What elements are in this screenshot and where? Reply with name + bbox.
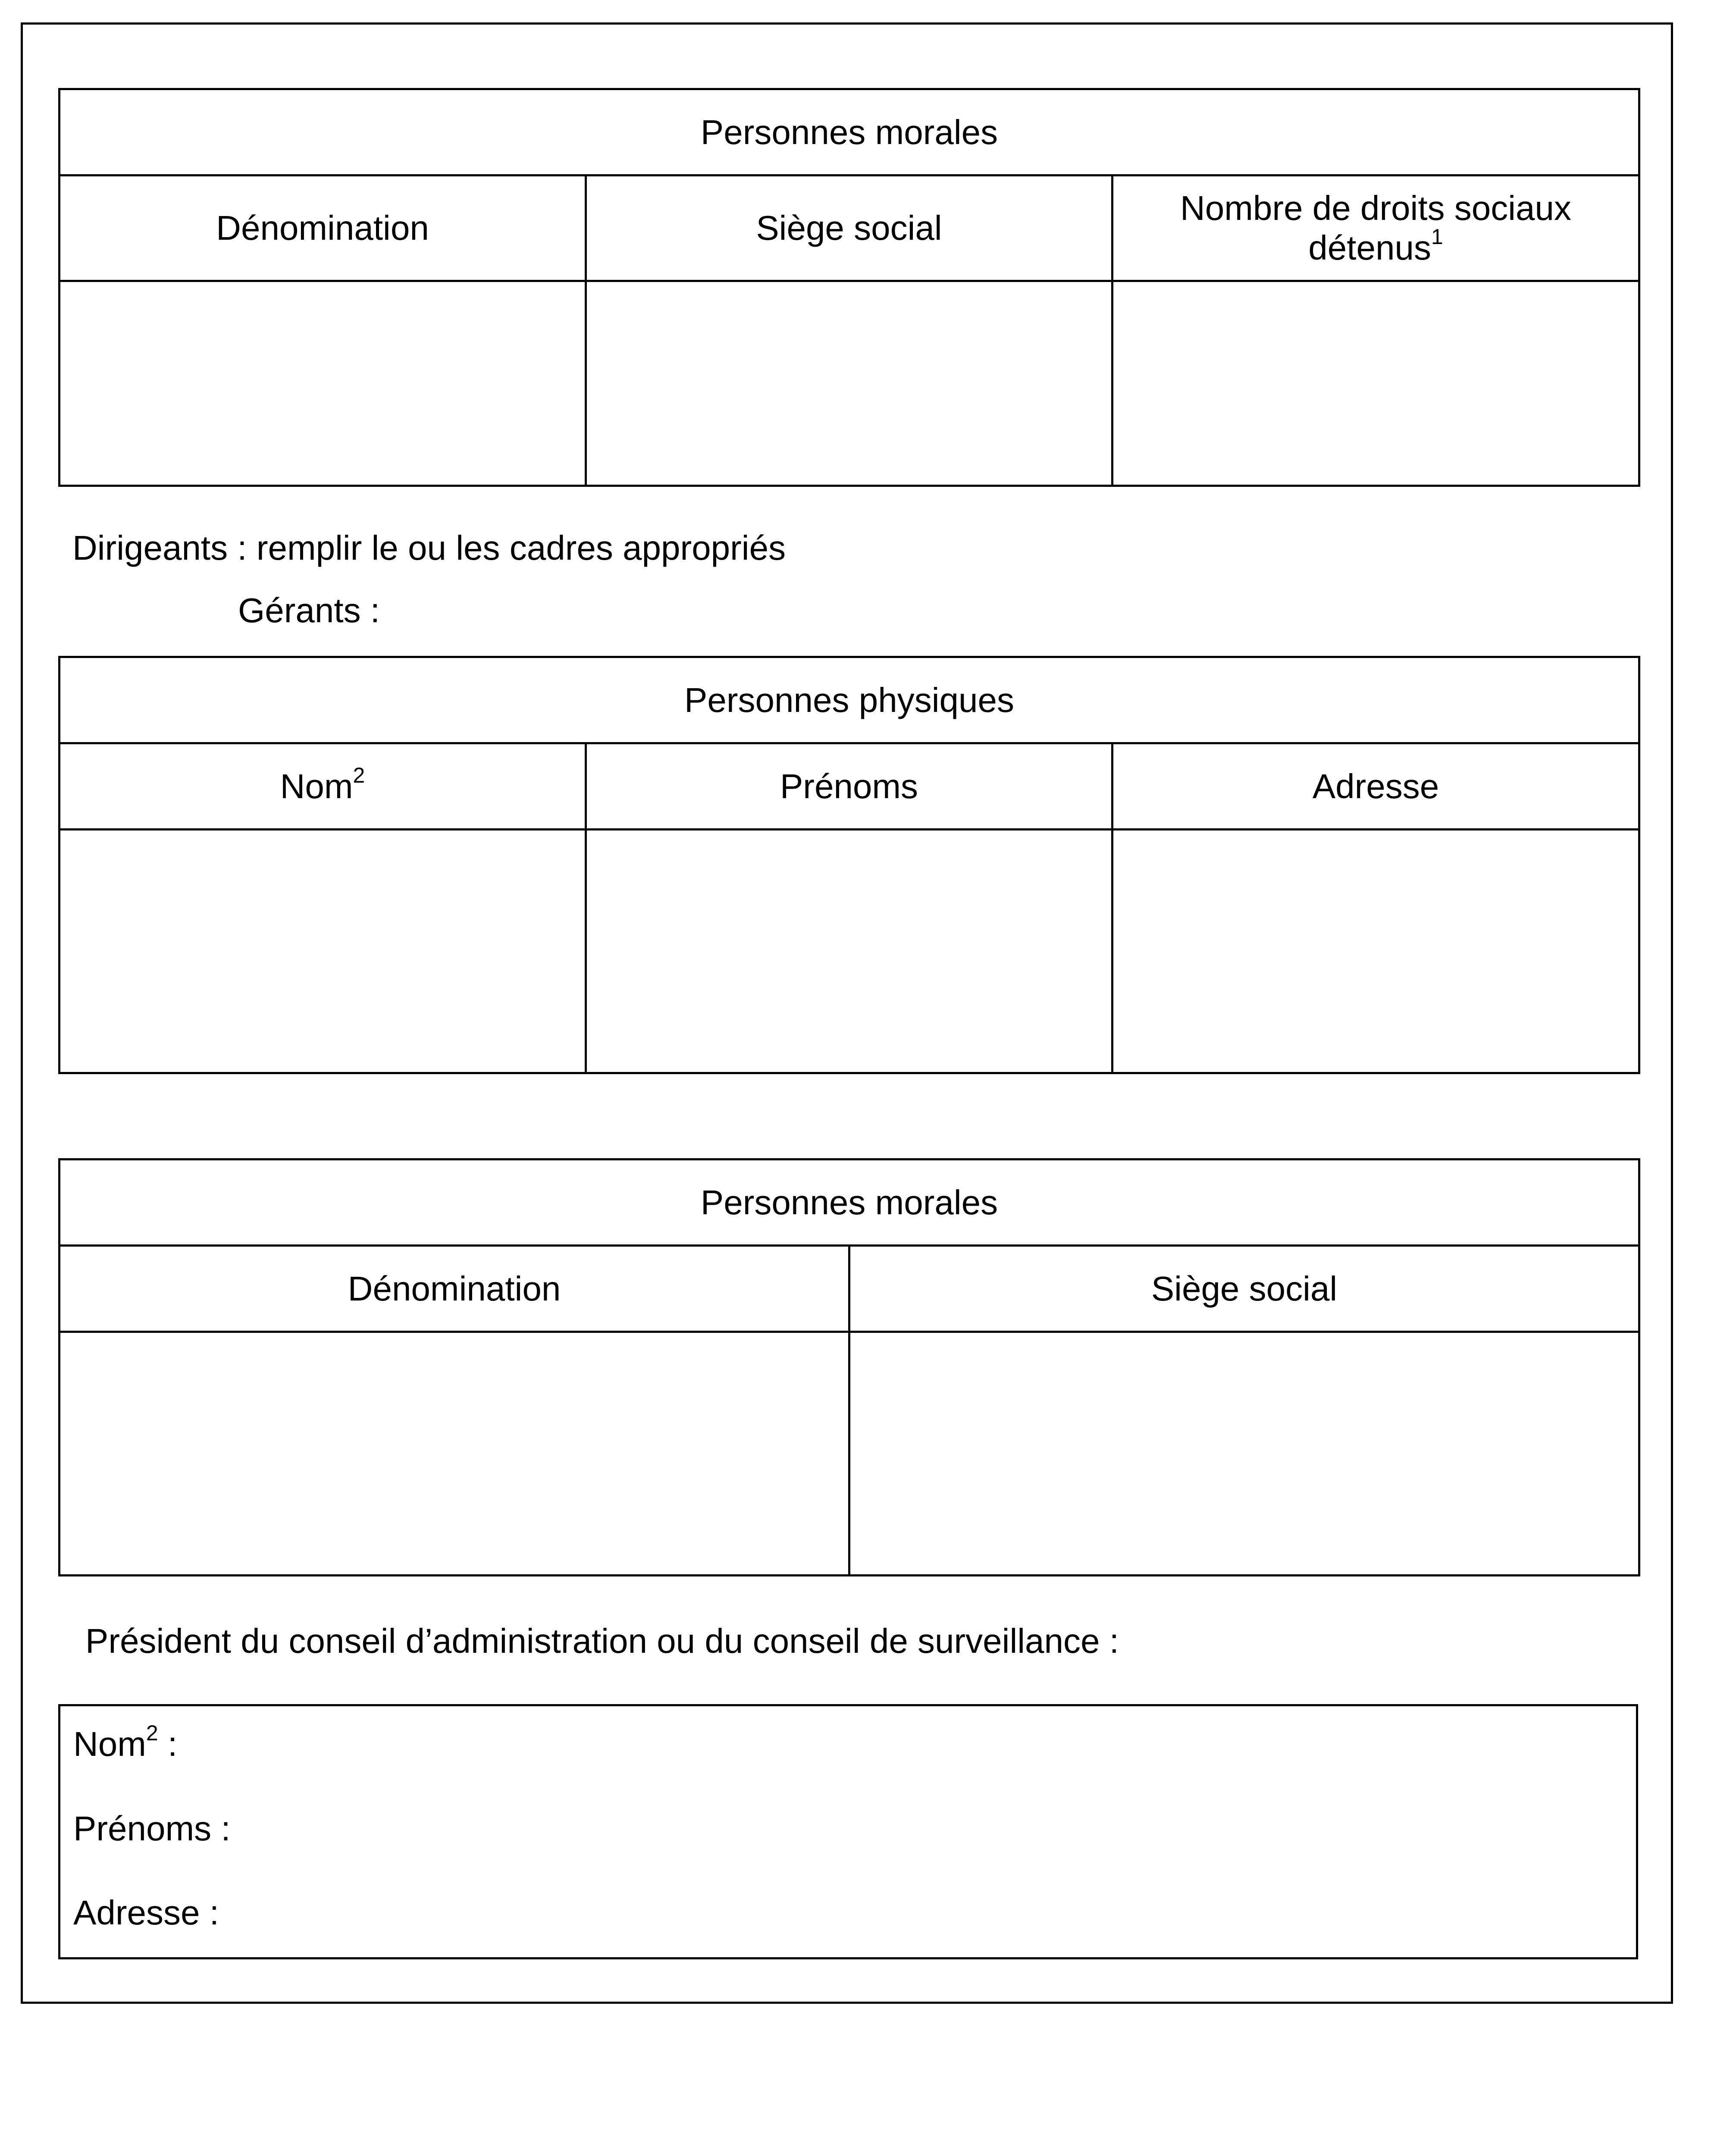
column-header-prenoms: Prénoms	[586, 743, 1112, 830]
footnote-ref: 2	[353, 763, 365, 787]
table-title: Personnes morales	[60, 89, 1639, 175]
president-adresse-field[interactable]: Adresse :	[73, 1893, 219, 1932]
input-cell-droits-sociaux[interactable]	[1112, 281, 1639, 486]
table-personnes-morales-gerants	[58, 1158, 1640, 1576]
column-header-denomination: Dénomination	[60, 1246, 849, 1332]
dirigeants-label: Dirigeants : remplir le ou les cadres appropriés	[72, 529, 786, 567]
table-title: Personnes morales	[60, 1159, 1639, 1246]
table-title: Personnes physiques	[60, 657, 1639, 743]
input-cell-denomination[interactable]	[60, 281, 586, 486]
gerants-label: Gérants :	[238, 591, 380, 630]
footnote-ref: 2	[146, 1721, 158, 1745]
column-header-denomination: Dénomination	[60, 175, 586, 281]
president-nom-field[interactable]	[73, 1721, 178, 1764]
president-prenoms-field[interactable]: Prénoms :	[73, 1809, 231, 1848]
column-header-adresse: Adresse	[1112, 743, 1639, 830]
column-header-siege-social: Siège social	[586, 175, 1112, 281]
nom-suffix: :	[158, 1725, 178, 1763]
input-cell-denomination[interactable]	[60, 1332, 849, 1576]
input-cell-siege-social[interactable]	[586, 281, 1112, 486]
president-heading: Président du conseil d’administration ou du conseil de surveillance :	[85, 1622, 1119, 1660]
footnote-ref: 1	[1431, 225, 1443, 249]
header-text: Nom	[280, 767, 353, 805]
column-header-droits-sociaux	[1112, 175, 1639, 281]
input-cell-adresse[interactable]	[1112, 830, 1639, 1073]
input-cell-nom[interactable]	[60, 830, 586, 1073]
table-personnes-physiques	[58, 656, 1640, 1074]
header-text: Nombre de droits sociaux détenus	[1180, 189, 1572, 267]
input-cell-siege-social[interactable]	[849, 1332, 1639, 1576]
column-header-siege-social: Siège social	[849, 1246, 1639, 1332]
nom-label: Nom	[73, 1725, 146, 1763]
input-cell-prenoms[interactable]	[586, 830, 1112, 1073]
table-personnes-morales-associes	[58, 88, 1640, 487]
column-header-nom	[60, 743, 586, 830]
president-box	[58, 1704, 1638, 1959]
